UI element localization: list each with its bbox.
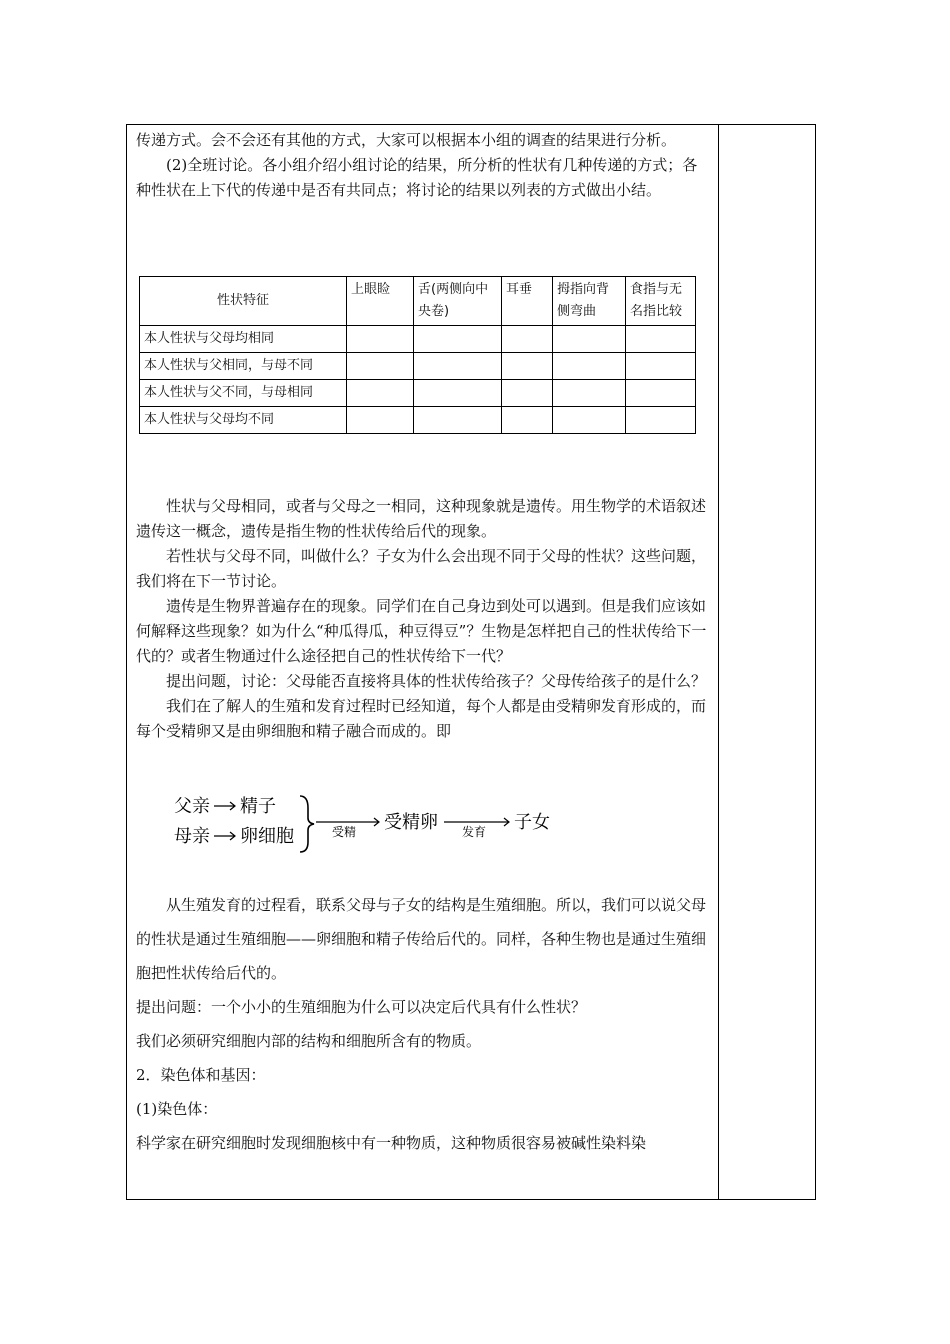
header-col-5: 食指与无名指比较 <box>626 277 696 326</box>
table-row <box>140 380 696 407</box>
table-cell[interactable] <box>347 380 414 407</box>
diagram-father: 父亲 <box>174 796 210 817</box>
intro-section <box>136 128 710 203</box>
table-cell[interactable] <box>347 326 414 353</box>
table-cell[interactable] <box>414 326 502 353</box>
table-cell[interactable] <box>347 407 414 434</box>
table-header-row <box>140 277 696 326</box>
table-cell[interactable] <box>626 353 696 380</box>
table-cell[interactable] <box>502 380 553 407</box>
traits-table <box>139 276 696 434</box>
row-label: 本人性状与父相同，与母不同 <box>140 353 347 380</box>
diagram-zygote: 受精卵 <box>384 812 438 833</box>
table-cell[interactable] <box>553 380 626 407</box>
diagram-fertilization: 受精 <box>332 825 357 839</box>
section-heading: 2．染色体和基因： <box>136 1066 266 1084</box>
table-cell[interactable] <box>414 380 502 407</box>
table-cell[interactable] <box>553 326 626 353</box>
body-paragraph-2: 若性状与父母不同，叫做什么？子女为什么会出现不同于父母的性状？这些问题，我们将在下一节讨论。 <box>136 547 707 590</box>
after-paragraph-2: 提出问题：一个小小的生殖细胞为什么可以决定后代具有什么性状？ <box>136 998 587 1016</box>
header-col-2: 舌(两侧向中央卷) <box>414 277 502 326</box>
table-cell[interactable] <box>502 353 553 380</box>
fertilization-diagram <box>172 792 572 856</box>
traits-table-wrap <box>139 276 696 434</box>
table-row <box>140 326 696 353</box>
table-cell[interactable] <box>502 326 553 353</box>
intro-line-2: (2)全班讨论。各小组介绍小组讨论的结果，所分析的性状有几种传递的方式；各种性状在上下代的传递中是否有共同点；将讨论的结果以列表的方式做出小结。 <box>136 156 698 199</box>
diagram-offspring: 子女 <box>514 812 550 833</box>
body-section <box>136 494 710 744</box>
diagram-mother: 母亲 <box>174 826 210 847</box>
row-label: 本人性状与父母均相同 <box>140 326 347 353</box>
row-label: 本人性状与父母均不同 <box>140 407 347 434</box>
body-paragraph-5: 我们在了解人的生殖和发育过程时已经知道，每个人都是由受精卵发育形成的，而每个受精卵又是由卵细胞和精子融合而成的。即 <box>136 697 707 740</box>
table-cell[interactable] <box>553 353 626 380</box>
body-paragraph-4: 提出问题，讨论：父母能否直接将具体的性状传给孩子？父母传给孩子的是什么？ <box>166 672 707 690</box>
after-section <box>136 888 710 1160</box>
table-cell[interactable] <box>553 407 626 434</box>
table-cell[interactable] <box>626 326 696 353</box>
after-paragraph-3: 我们必须研究细胞内部的结构和细胞所含有的物质。 <box>136 1032 482 1050</box>
header-trait: 性状特征 <box>140 277 347 326</box>
table-cell[interactable] <box>626 407 696 434</box>
table-cell[interactable] <box>626 380 696 407</box>
diagram-egg: 卵细胞 <box>240 826 294 847</box>
table-cell[interactable] <box>502 407 553 434</box>
table-cell[interactable] <box>347 353 414 380</box>
header-col-3: 耳垂 <box>502 277 553 326</box>
diagram-development: 发育 <box>462 825 487 839</box>
column-divider <box>718 124 719 1200</box>
after-paragraph-1: 从生殖发育的过程看，联系父母与子女的结构是生殖细胞。所以，我们可以说父母的性状是通过生殖细胞——卵细胞和精子传给后代的。同样，各种生物也是通过生殖细胞把性状传给后代的。 <box>136 896 707 982</box>
table-cell[interactable] <box>414 353 502 380</box>
subsection-heading: (1)染色体： <box>136 1100 218 1118</box>
header-col-4: 拇指向背侧弯曲 <box>553 277 626 326</box>
table-row <box>140 407 696 434</box>
intro-line-1: 传递方式。会不会还有其他的方式，大家可以根据本小组的调查的结果进行分析。 <box>136 131 677 149</box>
body-paragraph-3: 遗传是生物界普遍存在的现象。同学们在自己身边到处可以遇到。但是我们应该如何解释这些现象？如为什么“种瓜得瓜，种豆得豆”？生物是怎样把自己的性状传给下一代的？或者生物通过什么途径把自己的性状传给下一代？ <box>136 597 707 665</box>
body-paragraph-1: 性状与父母相同，或者与父母之一相同，这种现象就是遗传。用生物学的术语叙述遗传这一概念，遗传是指生物的性状传给后代的现象。 <box>136 497 707 540</box>
table-row <box>140 353 696 380</box>
diagram-sperm: 精子 <box>240 796 276 817</box>
brace <box>300 796 314 852</box>
after-paragraph-4: 科学家在研究细胞时发现细胞核中有一种物质，这种物质很容易被碱性染料染 <box>136 1134 647 1152</box>
header-col-1: 上眼睑 <box>347 277 414 326</box>
row-label: 本人性状与父不同，与母相同 <box>140 380 347 407</box>
table-cell[interactable] <box>414 407 502 434</box>
